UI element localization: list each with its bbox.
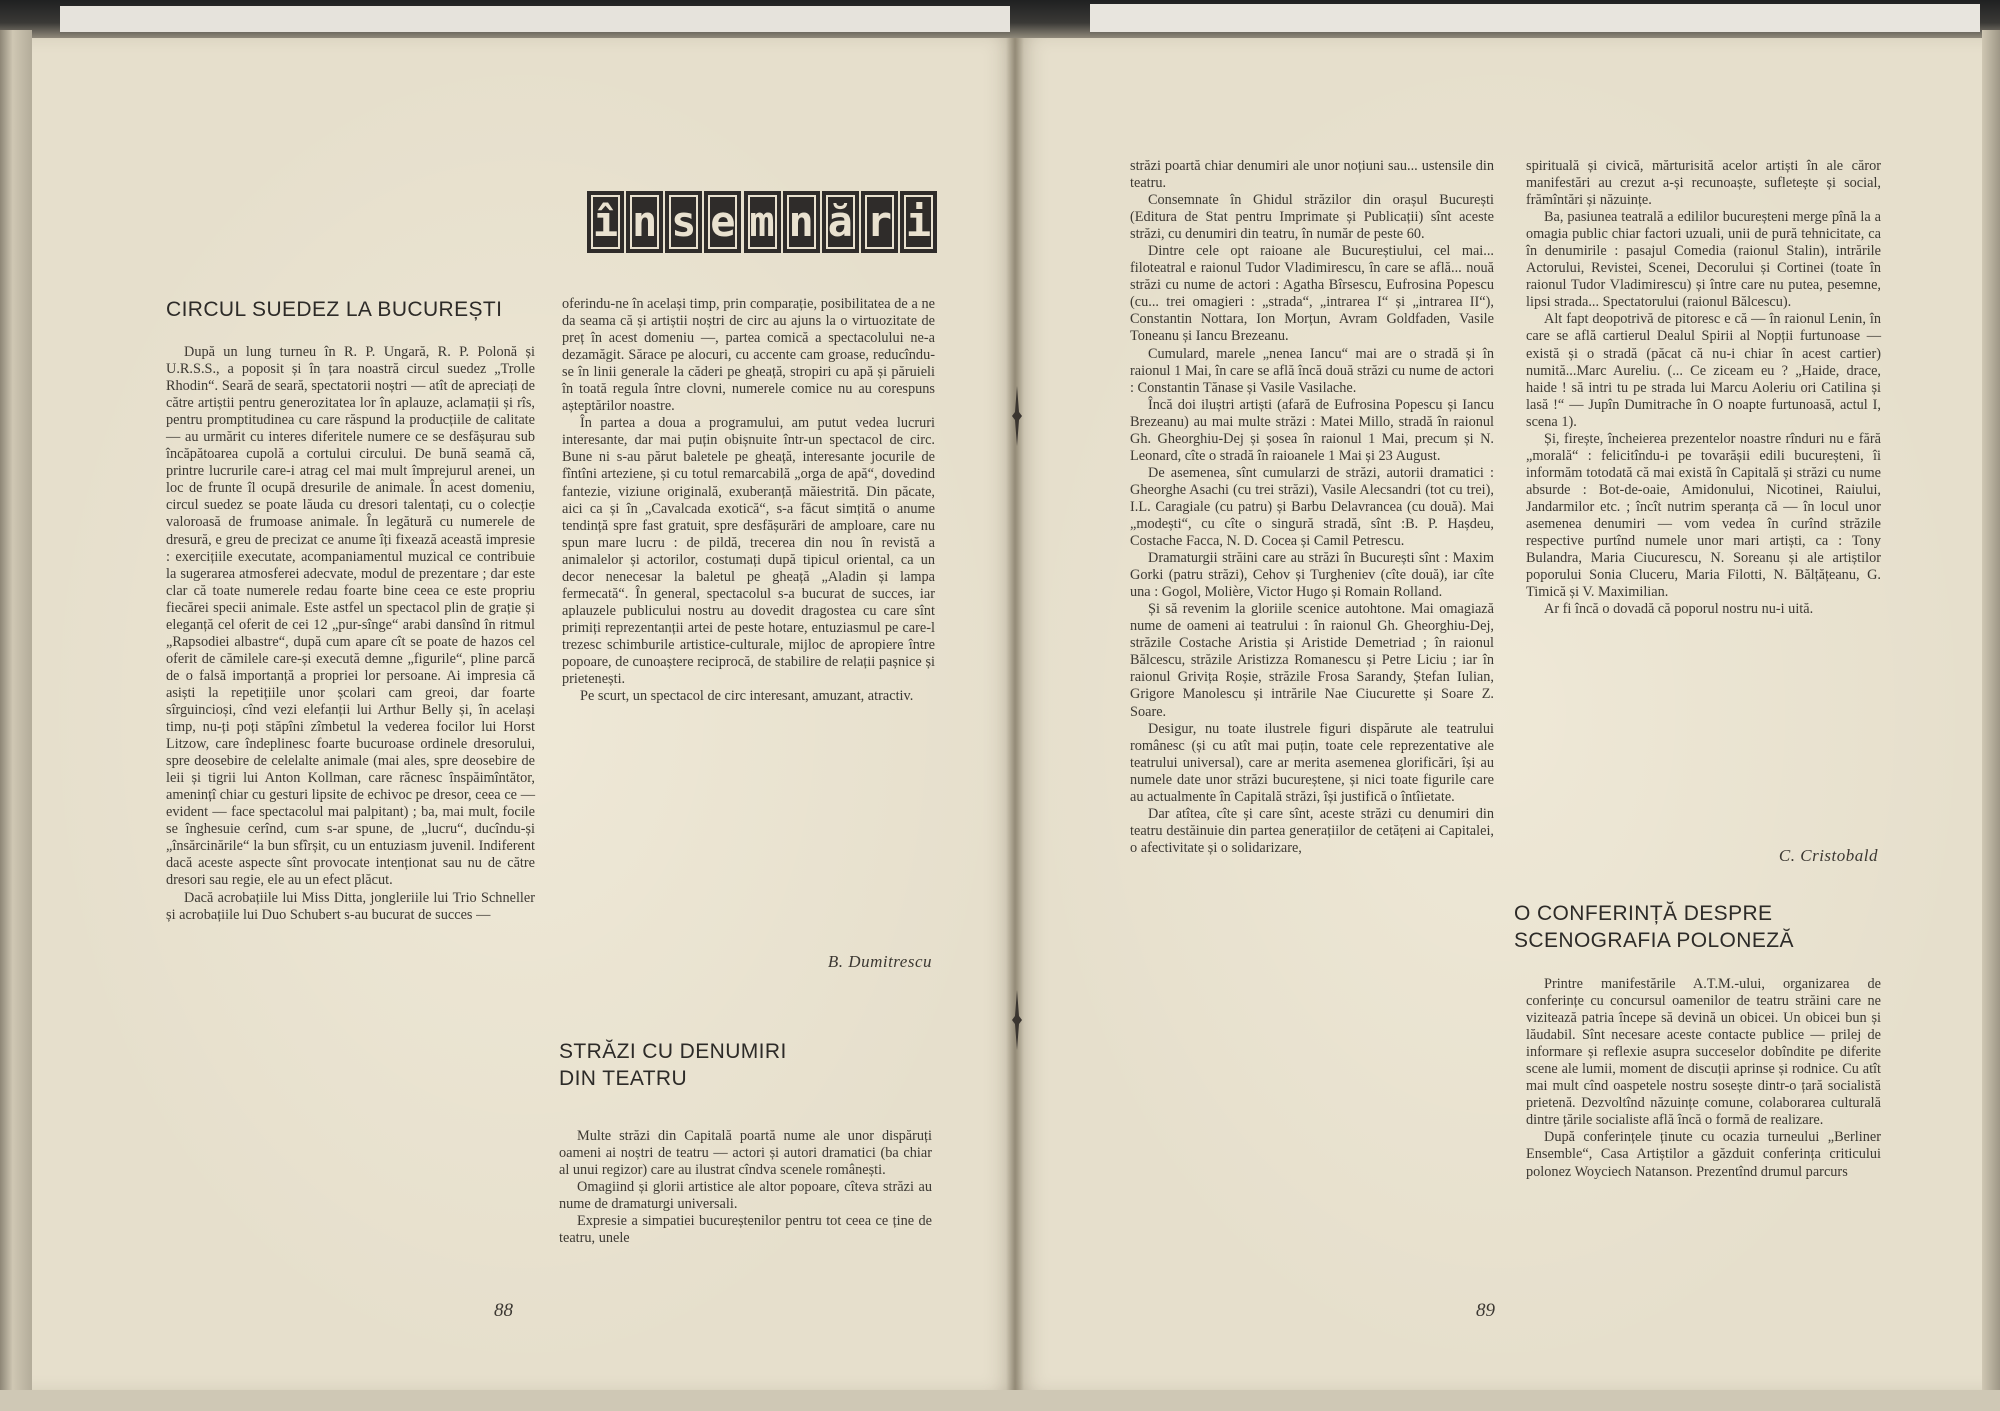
article-title-streets [559, 1038, 929, 1092]
title-line: STRĂZI CU DENUMIRI [559, 1040, 787, 1063]
paragraph: Pe scurt, un spectacol de circ interesant, amuzant, atractiv. [580, 688, 914, 705]
top-margin-strip-right [1090, 4, 1980, 32]
page-number: 89 [1476, 1300, 1495, 1321]
title-line: DIN TEATRU [559, 1067, 688, 1090]
insemnari-banner [587, 191, 937, 253]
paragraph: spirituală și civică, mărturisită acelor artiști în ale căror manifestări au crezut a-și recunoaște, sufletește și social, frămîntări și năzuințe. [1526, 158, 1881, 209]
top-scan-border [0, 0, 2000, 38]
paragraph: Alt fapt deopotrivă de pitoresc e că — în raionul Lenin, în care se află cartierul Dealul Spirii al Nopții furtunoase — există și o stradă (păcat că nu-i chiar în acest cartier) numită...Marc Aureliu. (... Ce ziceam eu ? „Haide, drace, haide ! să intri tu pe strada lui Marcu Aoleriu ori Catilina și lasă !“ — Jupîn Dumitrache în O noapte furtunoasă, actul I, scena 1). [1526, 311, 1881, 430]
paragraph: străzi poartă chiar denumiri ale unor noțiuni sau... ustensile din teatru. [1130, 158, 1494, 192]
banner-letter: m [744, 191, 781, 253]
paragraph: Dar atîtea, cîte și care sînt, aceste străzi cu denumiri din teatru destăinuie din partea generațiilor de cetățeni ai Capitalei, o afectivitate și o solidarizare, [1130, 805, 1494, 856]
article-title-conference [1514, 900, 1884, 954]
book-right-edge [1982, 30, 2000, 1400]
banner-letter: î [587, 191, 624, 253]
article-circus-column-2 [562, 296, 935, 705]
paragraph: După conferințele ținute cu ocazia turneului „Berliner Ensemble“, Casa Artiștilor a găzduit conferința criticului polonez Woyciech Natanson. Prezentînd drumul parcurs [1526, 1129, 1881, 1180]
article-streets-column [559, 1128, 932, 1247]
page-number: 88 [494, 1300, 513, 1321]
paragraph: Și, firește, încheierea prezentelor noastre rînduri nu e fără „morală“ : felicitîndu-i pe tovarășii edili bucureșteni, îi informăm totodată că mai există în Capitală și străzi cu nume absurde : Bot-de-oaie, Amidonului, Nicotinei, Raiului, Jandarmilor etc. ; încît nutrim speranța că — în locul unor asemenea denumiri — vom vedea în curînd străzile respective purtînd numele unor mari artiști, ca : Tony Bulandra, Maria Ciucurescu, N. Soreanu și ale artiștilor poporului Sonia Cluceru, Maria Filotti, N. Bălțățeanu, G. Timică și V. Maximilian. [1526, 430, 1881, 601]
signature-c-cristobald: C. Cristobald [1778, 846, 1878, 865]
article-conference-column [1526, 976, 1881, 1181]
gutter-ornament-icon [1012, 386, 1022, 446]
banner-letter: ă [822, 191, 859, 253]
paragraph: Ar fi încă o dovadă că poporul nostru nu-i uită. [1544, 601, 1814, 618]
paragraph: Multe străzi din Capitală poartă nume ale unor dispăruți oameni ai noștri de teatru — actori și autori dramatici (ba chiar al unui regizor) care au ilustrat cîndva scenele românești. [559, 1128, 932, 1179]
paragraph: Dintre cele opt raioane ale Bucureștiului, cel mai... filoteatral e raionul Tudor Vladimirescu, în care se află... nouă străzi cu nume de actori : Agatha Bîrsescu, Eufrosina Popescu (cu... trei omagieri : „strada“, „intrarea I“ și „intrarea II“), Constantin Nottara, Ion Morțun, Avram Goldfaden, Vasile Toneanu și Iancu Brezeanu. [1130, 243, 1494, 345]
paragraph: Consemnate în Ghidul străzilor din orașul București (Editura de Stat pentru Imprimate și Publicații) sînt aceste străzi, cu denumiri din teatru, în număr de peste 60. [1130, 192, 1494, 243]
gutter-ornament-icon [1012, 990, 1022, 1050]
article-streets-continued-column-2 [1526, 158, 1881, 618]
bottom-scan-border [0, 1390, 2000, 1411]
article-circus-column-1 [166, 344, 535, 924]
paragraph: De asemenea, sînt cumularzi de străzi, autorii dramatici : Gheorghe Asachi (cu trei străzi), Vasile Alecsandri (tot cu trei), I.L. Caragiale (cu patru) și Barbu Delavrancea (cu două). Mai „modești“, cu cîte o singură stradă, sînt :B. P. Hașdeu, Costache Facca, N. D. Cocea și Camil Petrescu. [1130, 464, 1494, 550]
top-margin-strip-left [60, 6, 1010, 32]
right-page [1016, 38, 1982, 1390]
banner-letter: e [704, 191, 741, 253]
paragraph: După un lung turneu în R. P. Ungară, R. P. Polonă și U.R.S.S., a poposit și în țara noastră circul suedez „Trolle Rhodin“. Seară de seară, spectatorii noștri — atît de apreciați de către artiștii pentru generozitatea lor în aplauze, aclamații și rîs, pentru promptitudinea cu care răspund la producțiile de calitate — au urmărit cu interes diferitele numere ce se desfășurau sub încăpătoarea cupolă a cortului circului. De bună seamă că, printre lucrurile care-i atrag cel mai mult împrejurul arenei, un loc de frunte îl ocupă dresurile de animale. În acest domeniu, circul suedez se poate lăuda cu dresori talentați, cu o colecție valoroasă de frumoase animale. În legătură cu numerele de dresură, e greu de precizat ce anume îți fixează această impresie : exercițiile executate, acompaniamentul muzical ce contribuie la sugerarea atmosferei adecvate, modul de prezentare ; dar este clar că toate numerele redau foarte bine ceea ce este propriu fiecărei specii animale. Este astfel un spectacol plin de grație și eleganță cel oferit de cei 12 „pur-sînge“ arabi dansînd în ritmul „Rapsodiei albastre“, după cum apare cît se poate de hazos cel oferit de cămilele care-și execută demne „figurile“, pline parcă de o falsă importanță a propriei lor persoane. Ai impresia că asiști la repetițiile unor școlari cam greoi, dar foarte sîrguincioși, cînd vezi elefanții lui Arthur Belly și, în același timp, nu-ți poți stăpîni zîmbetul la vederea focilor lui Horst Litzow, care îndeplinesc foarte bucuroase ordinele dresorului, spre deosebire de celelalte animale (mai ales, spre deosebire de leii și tigrii lui Anton Kollman, care răcnesc înspăimîntător, amenințî chiar cu gesturi lipsite de echivoc pe dresor, ceea ce — evident — face spectacolul mai palpitant) ; ba, mai mult, focile se înghesuie cerînd, cum s-ar spune, de „lucru“, ducîndu-și „însărcinările“ la bun sfîrșit, cu un entuziasm juvenil. Indiferent dacă aceste aspecte sînt provocate intenționat sau nu de către dresori sau regie, ele au un efect plăcut. [166, 344, 535, 889]
banner-letter: s [665, 191, 702, 253]
paragraph: Ba, pasiunea teatrală a edililor bucureșteni merge pînă la a omagia public chiar factori uzuali, unii de pură tehnicitate, ca în denumirile : pasajul Comedia (raionul Stalin), intrările Actorului, Revistei, Scenei, Decorului și Cortinei (toate în raionul Tudor Vladimirescu) și între care nu putea, pesemne, lipsi strada... Spectatorului (raionul Bălcescu). [1526, 209, 1881, 311]
article-streets-continued-column [1130, 158, 1494, 857]
paragraph: Desigur, nu toate ilustrele figuri dispărute ale teatrului românesc (și cu atît mai puțin, toate cele reprezentative ale teatrului universal), care ar merita asemenea glorificări, își au numele date unor străzi bucureștene, și nici toate figurile care au actualmente în Capitală străzi, își justifică o întîietate. [1130, 720, 1494, 805]
paragraph: oferindu-ne în același timp, prin comparație, posibilitatea de a ne da seama că și artiștii noștri de circ au ajuns la o virtuozitate de preț în acest domeniu —, partea comică a spectacolului ne-a dezamăgit. Sărace pe alocuri, cu accente cam groase, reducîndu-se în linii generale la căderi pe gheață, stropiri cu apă și păruieli în toată regula între clovni, numerele comice nu au corespuns așteptărilor noastre. [562, 296, 935, 415]
book-left-edge [0, 30, 32, 1400]
banner-letter: i [900, 191, 937, 253]
banner-letter: r [861, 191, 898, 253]
article-title-circus: CIRCUL SUEDEZ LA BUCUREȘTI [166, 298, 503, 321]
paragraph: Printre manifestările A.T.M.-ului, organizarea de conferințe cu concursul oamenilor de teatru străini care ne vizitează patria începe să devină un obicei. Un obicei bun și lăudabil. Sînt necesare aceste contacte publice — prilej de informare și reflexie asupra succeselor dobîndite pe diferite scene ale lumii, moment de discuții aprinse și rodnice. Cu atît mai mult cînd oaspetele nostru sosește dintr-o țară socialistă prietenă. Dezvoltînd năzuințe comune, colaborarea culturală dintre țările socialiste află încă o formă de realizare. [1526, 976, 1881, 1129]
paragraph: Dramaturgii străini care au străzi în București sînt : Maxim Gorki (patru străzi), Cehov și Turgheniev (cîte două), iar cîte una : Gogol, Molière, Victor Hugo și Romain Rolland. [1130, 550, 1494, 601]
paragraph: În partea a doua a programului, am putut vedea lucruri interesante, dar mai puțin obișnuite într-un spectacol de circ. Bune ni s-au părut baletele pe gheață, interesante jocurile de fîntîni arteziene, și cu totul remarcabilă „orga de apă“, dovedind fantezie, viziune originală, exuberanță măiestrită. Din păcate, aici ca și în „Cavalcada exotică“, s-a făcut simțită o anume tendință spre fast gratuit, spre desfășurări de amploare, care nu spun mare lucru : de pildă, trecerea din nou în revistă a animalelor și actorilor, costumați după tipicul oriental, ca un decor nenecesar la baletul pe gheață „Aladin și lampa fermecată“. În general, spectacolul s-a bucurat de succes, iar aplauzele publicului nostru au dovedit dragostea cu care sînt primiți reprezentanții artei de peste hotare, entuziasmul pe care-l trezesc schimburile artistice-culturale, mijloc de apropiere între popoare, de cunoaștere reciprocă, de stabilire de relații pașnice și prietenești. [562, 415, 935, 688]
banner-letter: n [626, 191, 663, 253]
title-line: SCENOGRAFIA POLONEZĂ [1514, 929, 1794, 952]
paragraph: Expresie a simpatiei bucureștenilor pentru tot ceea ce ține de teatru, unele [559, 1213, 932, 1247]
paragraph: Dacă acrobațiile lui Miss Ditta, jongleriile lui Trio Schneller și acrobațiile lui Duo Schubert s-au bucurat de succes — [166, 889, 535, 923]
title-line: O CONFERINȚĂ DESPRE [1514, 902, 1773, 925]
book-spine-gutter [1006, 38, 1024, 1390]
paragraph: Încă doi iluștri artiști (afară de Eufrosina Popescu și Iancu Brezeanu) au mai multe străzi : Matei Millo, stradă în raionul Gh. Gheorghiu-Dej și șosea în raionul 1 Mai, precum și N. Leonard, cîte o stradă în raioanele 1 Mai și 23 August. [1130, 396, 1494, 464]
paragraph: Și să revenim la gloriile scenice autohtone. Mai omagiază nume de oameni ai teatrului : în raionul Gh. Gheorghiu-Dej, străzile Costache Aristia și Aristide Demetriad ; în raionul Bălcescu, străzile Aristizza Romanescu și Petre Liciu ; iar în raionul Grivița Roșie, străzile Frosa Sarandy, Ștefan Iulian, Grigore Manolescu și intrările Nae Ciucurette și Soare Z. Soare. [1130, 601, 1494, 720]
banner-letter: n [783, 191, 820, 253]
left-page [32, 38, 1016, 1390]
signature-b-dumitrescu: B. Dumitrescu [827, 952, 932, 971]
paragraph: Omagiind și glorii artistice ale altor popoare, cîteva străzi au nume de dramaturgi universali. [559, 1179, 932, 1213]
paragraph: Cumulard, marele „nenea Iancu“ mai are o stradă și în raionul 1 Mai, în care se află încă două străzi cu nume de actori : Constantin Tănase și Vasile Vasilache. [1130, 345, 1494, 396]
